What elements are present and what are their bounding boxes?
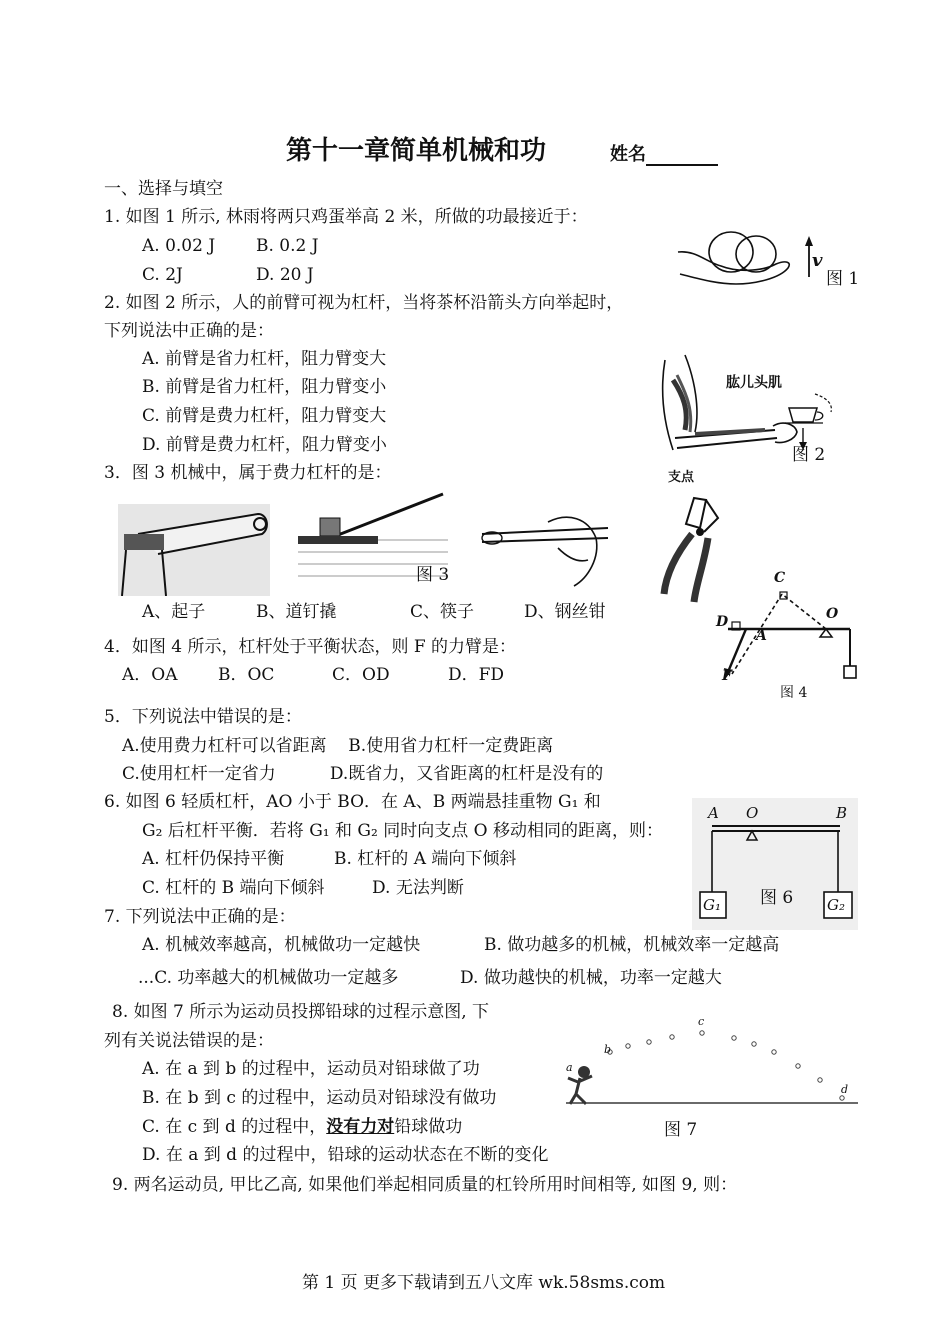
lift-direction-arrow: [815, 394, 831, 412]
figure-3-caption: 图 3: [416, 565, 450, 585]
q4-option-c: C．OD: [332, 665, 390, 685]
trajectory-point: [818, 1078, 822, 1082]
q3-option-c: C、筷子: [410, 602, 475, 622]
point-o-label: O: [826, 606, 839, 622]
rail-head: [320, 518, 340, 536]
rail-base: [298, 536, 378, 544]
q8-option-d: D. 在 a 到 d 的过程中，铅球的运动状态在不断的变化: [142, 1145, 549, 1165]
pliers-handle: [664, 534, 692, 594]
page-title: 第十一章简单机械和功: [286, 136, 547, 166]
q6-option-b: B. 杠杆的 A 端向下倾斜: [334, 849, 517, 869]
figure-1-caption: 图 1: [826, 269, 860, 289]
muscle-label: 肱儿头肌: [726, 375, 782, 391]
q6-option-c: C. 杠杆的 B 端向下倾斜: [142, 878, 325, 898]
q6-stem-line1: 6. 如图 6 轻质杠杆，AO 小于 BO．在 A、B 两端悬挂重物 G₁ 和: [104, 792, 601, 812]
figure-1-hand-eggs: [676, 222, 826, 294]
figure-6-caption: 图 6: [760, 888, 794, 908]
figure-4-caption: 图 4: [780, 685, 808, 701]
q3-option-a: A、起子: [142, 602, 206, 622]
q4-option-b: B．OC: [218, 665, 275, 685]
trajectory-point: [752, 1042, 756, 1046]
upper-arm-outline: [663, 360, 673, 450]
q7-option-b: B. 做功越多的机械，机械效率一定越高: [484, 935, 780, 955]
trajectory-point-c: [700, 1031, 704, 1035]
q7-stem: 7. 下列说法中正确的是：: [104, 907, 296, 927]
q8-option-a: A. 在 a 到 b 的过程中，运动员对铅球做了功: [142, 1059, 480, 1079]
name-label: 姓名: [610, 144, 646, 165]
hanging-weight: [844, 666, 856, 678]
pliers-pivot: [696, 528, 704, 536]
figure-7-caption: 图 7: [664, 1120, 698, 1140]
q1-option-b: B. 0.2 J: [256, 236, 319, 256]
q6-option-a: A. 杠杆仍保持平衡: [142, 849, 285, 869]
q5-options-line2: C.使用杠杆一定省力 D.既省力，又省距离的杠杆是没有的: [122, 764, 604, 784]
bottle-cap: [124, 534, 164, 550]
arm-line-oc: [782, 594, 826, 629]
trajectory-point: [626, 1044, 630, 1048]
q2-option-d: D. 前臂是费力杠杆，阻力臂变小: [142, 435, 387, 455]
pivot-label: 支点: [668, 470, 695, 485]
trajectory-point: [772, 1050, 776, 1054]
figure-7-shot-put: [562, 1016, 862, 1108]
trajectory-point: [732, 1036, 736, 1040]
q8-option-c: [142, 1116, 462, 1138]
q7-option-c: ...C. 功率越大的机械做功一定越多: [138, 968, 399, 988]
q5-stem: 5．下列说法中错误的是：: [104, 707, 302, 727]
q2-option-a: A. 前臂是省力杠杆，阻力臂变大: [142, 349, 387, 369]
pliers-jaw: [704, 500, 718, 532]
velocity-label: v: [812, 250, 823, 271]
teacup-icon: [789, 408, 817, 422]
point-f-label: F: [722, 668, 732, 684]
point-c-label: C: [774, 570, 786, 586]
figure-4-lever-diagram: [718, 584, 864, 684]
q8-option-b: B. 在 b 到 c 的过程中，运动员对铅球没有做功: [142, 1088, 497, 1108]
q2-stem-line1: 2. 如图 2 所示，人的前臂可视为杠杆，当将茶杯沿箭头方向举起时，: [104, 293, 624, 313]
point-a-label: A: [756, 628, 767, 644]
q5-options-line1: A.使用费力杠杆可以省距离 B.使用省力杠杆一定费距离: [122, 736, 554, 756]
weight-g2-label: G₂: [827, 896, 845, 914]
point-o-label: O: [746, 804, 759, 822]
trajectory-point: [647, 1040, 651, 1044]
trajectory-point: [796, 1064, 800, 1068]
forearm-bone: [695, 430, 765, 434]
pliers-jaw: [686, 498, 706, 528]
name-field[interactable]: [610, 140, 718, 166]
q8-option-c-suffix: 铅球做功: [394, 1117, 463, 1137]
hand-shape: [678, 252, 789, 284]
point-d-label: D: [716, 614, 729, 630]
point-b-label: B: [836, 804, 848, 822]
point-a-label: A: [708, 804, 719, 822]
q1-option-c: C. 2J: [142, 265, 183, 285]
page-footer: 第 1 页 更多下载请到五八文库 wk.58sms.com: [302, 1273, 666, 1293]
q2-option-c: C. 前臂是费力杠杆，阻力臂变大: [142, 406, 387, 426]
q4-stem: 4．如图 4 所示，杠杆处于平衡状态，则 F 的力臂是：: [104, 637, 517, 657]
q3-stem: 3．图 3 机械中，属于费力杠杆的是：: [104, 463, 392, 483]
q1-option-a: A. 0.02 J: [142, 236, 216, 256]
q7-option-d: D. 做功越快的机械，功率一定越大: [460, 968, 722, 988]
athlete-body: [568, 1076, 592, 1104]
q8-stem-line1: 8. 如图 7 所示为运动员投掷铅球的过程示意图, 下: [112, 1002, 490, 1022]
q1-stem: 1. 如图 1 所示, 林雨将两只鸡蛋举高 2 米，所做的功最接近于：: [104, 207, 588, 227]
q6-stem-line2: G₂ 后杠杆平衡．若将 G₁ 和 G₂ 同时向支点 O 移动相同的距离，则：: [142, 821, 663, 841]
figure-2-caption: 图 2: [792, 445, 826, 465]
point-a-label: a: [566, 1061, 573, 1074]
trajectory-point-d: [840, 1096, 844, 1100]
lever-bar: [338, 494, 443, 535]
name-blank[interactable]: [646, 144, 718, 166]
point-b-label: b: [604, 1043, 612, 1056]
weight-g1-label: G₁: [703, 896, 721, 914]
hand-outline: [548, 517, 597, 586]
q8-option-c-prefix: C. 在 c 到 d 的过程中，: [142, 1117, 327, 1137]
q9-stem: 9. 两名运动员, 甲比乙高, 如果他们举起相同质量的杠铃所用时间相等, 如图 9, 则：: [112, 1175, 738, 1195]
pliers-handle: [694, 538, 708, 602]
q1-option-d: D. 20 J: [256, 265, 314, 285]
chopstick-upper: [482, 528, 608, 534]
q2-stem-line2: 下列说法中正确的是：: [104, 321, 274, 341]
trajectory-point: [670, 1035, 674, 1039]
q8-stem-line2: 列有关说法错误的是：: [104, 1031, 274, 1051]
section-heading: 一、选择与填空: [104, 179, 223, 199]
point-c-label: c: [698, 1015, 705, 1028]
q7-option-a: A. 机械效率越高，机械做功一定越快: [142, 935, 421, 955]
point-d-label: d: [841, 1083, 849, 1096]
q3-option-d: D、钢丝钳: [524, 602, 606, 622]
figure-3a-bottle-opener: [118, 504, 270, 596]
q3-option-b: B、道钉撬: [256, 602, 337, 622]
velocity-arrowhead: [805, 236, 813, 246]
q4-option-d: D．FD: [448, 665, 505, 685]
q4-option-a: A．OA: [122, 665, 178, 685]
q8-option-c-emphasis: 没有力对: [326, 1117, 395, 1137]
q6-option-d: D. 无法判断: [372, 878, 464, 898]
q2-option-b: B. 前臂是省力杠杆，阻力臂变小: [142, 377, 387, 397]
figure-3c-chopsticks: [478, 508, 618, 588]
